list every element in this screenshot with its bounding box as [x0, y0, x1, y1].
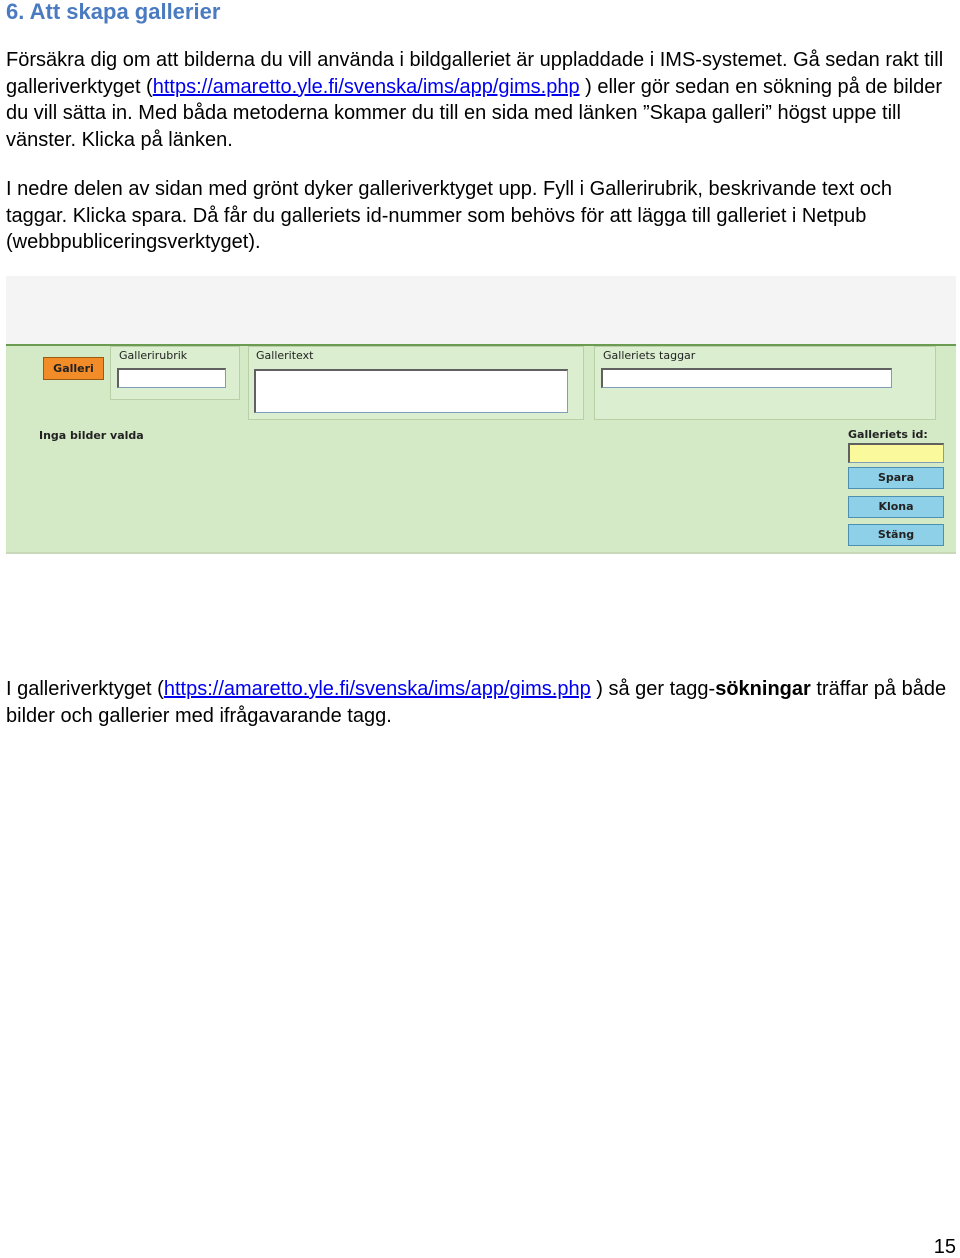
tool-paragraph: I nedre delen av sidan med grönt dyker galleriverktyget upp. Fyll i Gallerirubrik, beskrivande text och taggar. Klicka spara. Då får du galleriets id-nummer som behövs för att lägga till galleriet i Netpub (webbpubliceringsverktyget).: [6, 178, 892, 253]
gallery-tool-screenshot: [6, 276, 956, 556]
no-images-text: Inga bilder valda: [39, 429, 144, 442]
search-bold-word: sökningar: [715, 678, 811, 700]
galleritext-textarea[interactable]: [254, 369, 568, 413]
galleri-button[interactable]: Galleri: [43, 357, 104, 380]
search-text-mid: ) så ger tagg-: [590, 678, 716, 700]
intro-text-end: ) eller gör sedan en sökning på de bilder du vill sätta in. Med båda metoderna kommer du till en sida med länken ”Skapa galleri” högst uppe till vänster. Klicka på länken.: [6, 75, 943, 151]
stang-button[interactable]: Stäng: [848, 524, 944, 546]
intro-paragraph: [6, 47, 956, 153]
gims-link-2[interactable]: https://amaretto.yle.fi/svenska/ims/app/gims.php: [163, 678, 591, 700]
taggar-input[interactable]: [601, 368, 892, 388]
gallerirubrik-input[interactable]: [117, 368, 226, 388]
spara-button[interactable]: Spara: [848, 467, 944, 489]
gallery-id-label: Galleriets id:: [848, 428, 928, 441]
screenshot-top-area: [6, 276, 956, 344]
taggar-label: Galleriets taggar: [603, 349, 696, 362]
search-text-end: träffar på både bilder och gallerier med ifrågavarande tagg.: [6, 678, 947, 727]
page-number: 15: [933, 1236, 956, 1258]
galleritext-label: Galleritext: [256, 349, 314, 362]
gallery-id-field: [848, 443, 944, 463]
search-paragraph: [6, 676, 956, 729]
gallerirubrik-label: Gallerirubrik: [119, 349, 188, 362]
intro-text-start: Försäkra dig om att bilderna du vill använda i bildgalleriet är uppladdade i IMS-systemet. Gå sedan rakt till galleriverktyget (: [6, 49, 944, 98]
section-heading: 6. Att skapa gallerier: [6, 0, 221, 24]
klona-button[interactable]: Klona: [848, 496, 944, 518]
search-text-start: I galleriverktyget (: [6, 678, 164, 700]
gims-link[interactable]: https://amaretto.yle.fi/svenska/ims/app/gims.php: [152, 75, 580, 98]
